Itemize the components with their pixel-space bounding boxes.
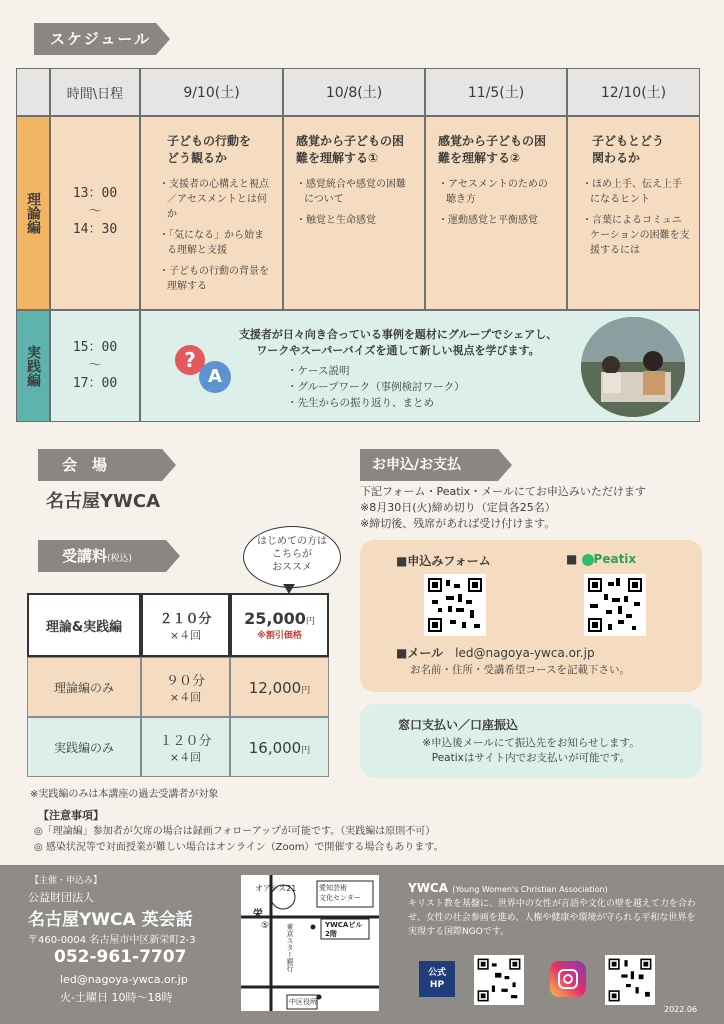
payment-line: Peatixはサイト内でお支払いが可能です。 <box>431 752 631 764</box>
official-hp-button[interactable]: 公式 HP <box>419 961 455 997</box>
apply-line: 下記フォーム・Peatix・メールにてお申込みいただけます <box>360 485 646 498</box>
fee-row-name: 理論&実践編 <box>27 593 141 657</box>
map-oasis: オアシス21 <box>255 884 297 893</box>
map-line5: ⑤ <box>261 921 270 931</box>
schedule-heading: スケジュール <box>34 23 156 55</box>
fee-price: 16,000 <box>248 738 302 757</box>
practice-description <box>233 327 563 359</box>
answer-icon: A <box>199 361 231 393</box>
lecture-item: ・アセスメントのための聴き方 <box>438 179 548 205</box>
fee-times: ×４回 <box>169 750 202 764</box>
theory-time-tilde: ～ <box>88 204 102 219</box>
peatix-label <box>566 552 636 566</box>
org-phone[interactable]: 052-961-7707 <box>54 947 187 967</box>
org-type: 公益財団法人 <box>28 891 94 904</box>
apply-line: ※締切後、残席があれば受け付けます。 <box>360 517 556 530</box>
mail-label: ■メール <box>396 646 444 660</box>
fee-row-duration <box>141 657 230 717</box>
publish-date: 2022.06 <box>664 1005 698 1014</box>
map-arts-center: 愛知芸術 文化センター <box>319 884 361 902</box>
map-ward-office: 中区役所 <box>289 998 317 1006</box>
corner-blank <box>16 68 50 116</box>
practice-items <box>287 363 465 411</box>
practice-desc-line: 支援者が日々向き合っている事例を題材にグループでシェアし、 <box>238 328 558 341</box>
ywca-subtitle: (Young Women's Christian Association) <box>452 885 608 894</box>
lecture-item: ・支援者の心構えと視点／アセスメントとは何か <box>159 179 269 220</box>
apply-heading: お申込/お支払 <box>360 449 498 481</box>
date-header: 11/5(土) <box>425 68 567 116</box>
fee-times: ×４回 <box>169 628 202 642</box>
payment-box <box>360 704 702 778</box>
map-ywca-building: YWCAビル 2階 <box>325 921 363 938</box>
date-header: 10/8(土) <box>283 68 425 116</box>
fee-discount-note: ※割引価格 <box>257 631 302 641</box>
fee-row-duration <box>141 717 230 777</box>
fee-title: 受講料 <box>62 547 108 565</box>
lecture-cell <box>425 116 567 310</box>
fee-unit: 円 <box>301 685 311 696</box>
mail-address[interactable]: led@nagoya-ywca.or.jp <box>455 646 595 660</box>
fee-unit: 円 <box>301 745 311 756</box>
ywca-title <box>408 881 608 895</box>
fee-heading <box>38 540 166 572</box>
fee-duration: １２０分 <box>159 733 212 749</box>
group-photo-image <box>581 317 685 417</box>
mail-note: お名前・住所・受講希望コースを記載下さい。 <box>410 664 630 676</box>
mail-row <box>396 644 595 661</box>
practice-time-start: 15：00 <box>72 340 118 355</box>
lecture-cell <box>567 116 700 310</box>
lecture-item: ・触覚と生命感覚 <box>296 215 376 226</box>
peatix-qr-code[interactable] <box>584 574 646 636</box>
notes-list <box>34 824 444 856</box>
practice-time <box>50 310 140 422</box>
fee-row-name: 実践編のみ <box>27 717 141 777</box>
instagram-icon[interactable] <box>550 961 586 997</box>
peatix-prefix: ■ <box>566 552 578 566</box>
lecture-cell <box>140 116 283 310</box>
fee-title-note: (税込) <box>107 554 133 564</box>
lecture-title: 感覚から子どもの困難を理解する① <box>296 134 405 165</box>
fee-row-duration <box>141 593 230 657</box>
ywca-description: キリスト教を基盤に、世界中の女性が言語や文化の壁を越えて力を合わせ、女性の社会参画を進め、人権や健康や環境が守られる平和な世界を実現する国際NGOです。 <box>408 899 696 937</box>
form-qr-code[interactable] <box>424 574 486 636</box>
payment-line: ※申込後メールにて振込先をお知らせします。 <box>422 737 640 749</box>
fee-row-price <box>230 657 329 717</box>
map-sakae: 栄 <box>253 909 263 920</box>
fee-unit: 円 <box>305 617 315 627</box>
venue-name: 名古屋YWCA <box>46 491 161 512</box>
fee-price: 25,000 <box>244 609 306 628</box>
note-item: ◎ 感染状況等で対面授業が難しい場合はオンライン（Zoom）で開催する場合もあります。 <box>34 842 444 853</box>
org-hours: 火-土曜日 10時～18時 <box>60 991 173 1004</box>
instagram-qr-code[interactable] <box>605 955 655 1005</box>
theory-time-start: 13：00 <box>72 186 118 201</box>
practice-item: ・ケース説明 <box>287 365 350 377</box>
org-email[interactable]: led@nagoya-ywca.or.jp <box>60 973 188 986</box>
apply-line: ※8月30日(火)締め切り（定員各25名） <box>360 501 556 514</box>
practice-time-end: 17：00 <box>72 376 118 391</box>
lecture-title: 子どもとどう 関わるか <box>592 134 665 165</box>
fee-price: 12,000 <box>248 678 302 697</box>
practice-cell <box>140 310 700 422</box>
org-address: 〒460-0004 名古屋市中区新栄町2-3 <box>28 935 196 946</box>
theory-time <box>50 116 140 310</box>
apply-box <box>360 540 702 692</box>
lecture-item: ・子どもの行動の背景を理解する <box>159 266 269 292</box>
practice-item: ・グループワーク（事例検討ワーク） <box>287 381 465 393</box>
lecture-item: ・ほめ上手、伝え上手になるヒント <box>582 179 682 205</box>
date-header: 9/10(土) <box>140 68 283 116</box>
theory-label: 理論編 <box>16 116 50 310</box>
lecture-item: ・感覚統合や感覚の困難について <box>296 179 406 205</box>
fee-duration: ９０分 <box>165 673 205 689</box>
practice-label: 実践編 <box>16 310 50 422</box>
peatix-icon <box>582 554 594 566</box>
practice-item: ・先生からの振り返り、まとめ <box>287 397 434 409</box>
ywca-name: YWCA <box>408 881 449 895</box>
practice-desc-line: ワークやスーパーバイズを通して新しい視点を学びます。 <box>256 344 540 357</box>
fee-row-price <box>230 717 329 777</box>
lecture-title: 子どもの行動を どう観るか <box>167 134 252 165</box>
access-map <box>241 875 379 1011</box>
group-photo <box>581 317 685 417</box>
recommend-bubble: はじめての方は こちらが おススメ <box>243 526 341 588</box>
practice-time-tilde: ～ <box>88 358 102 373</box>
payment-lines <box>360 736 702 766</box>
host-label: 【主催・申込み】 <box>30 876 103 886</box>
lecture-title: 感覚から子どもの困難を理解する② <box>438 134 547 165</box>
footer <box>0 865 724 1024</box>
form-label: ■申込みフォーム <box>396 554 491 568</box>
hp-qr-code[interactable] <box>474 955 524 1005</box>
date-header: 12/10(土) <box>567 68 700 116</box>
fee-times: ×４回 <box>169 690 202 704</box>
theory-time-end: 14：30 <box>72 222 118 237</box>
fee-row-price <box>230 593 329 657</box>
question-icon: ? <box>175 345 205 375</box>
corner-header: 時間\日程 <box>50 68 140 116</box>
lecture-item: ・「気になる」から始まる理解と支援 <box>159 230 264 256</box>
payment-title: 窓口支払い／口座振込 <box>398 718 519 732</box>
notes-title: 【注意事項】 <box>38 809 104 822</box>
lecture-item: ・言葉によるコミュニケーションの困難を支援するには <box>582 215 690 256</box>
map-bank: 東京スター銀行 <box>286 923 294 972</box>
peatix-name: Peatix <box>593 552 637 566</box>
fee-row-name: 理論編のみ <box>27 657 141 717</box>
fee-footnote: ※実践編のみは本講座の過去受講者が対象 <box>30 789 219 800</box>
apply-info <box>360 484 646 532</box>
fee-duration: ２１０分 <box>159 611 212 627</box>
lecture-cell <box>283 116 425 310</box>
lecture-item: ・運動感覚と平衡感覚 <box>438 215 538 226</box>
org-name: 名古屋YWCA 英会話 <box>28 910 193 930</box>
note-item: ◎「理論編」参加者が欠席の場合は録画フォローアップが可能です。（実践編は原則不可） <box>34 826 436 837</box>
venue-heading: 会 場 <box>38 449 162 481</box>
